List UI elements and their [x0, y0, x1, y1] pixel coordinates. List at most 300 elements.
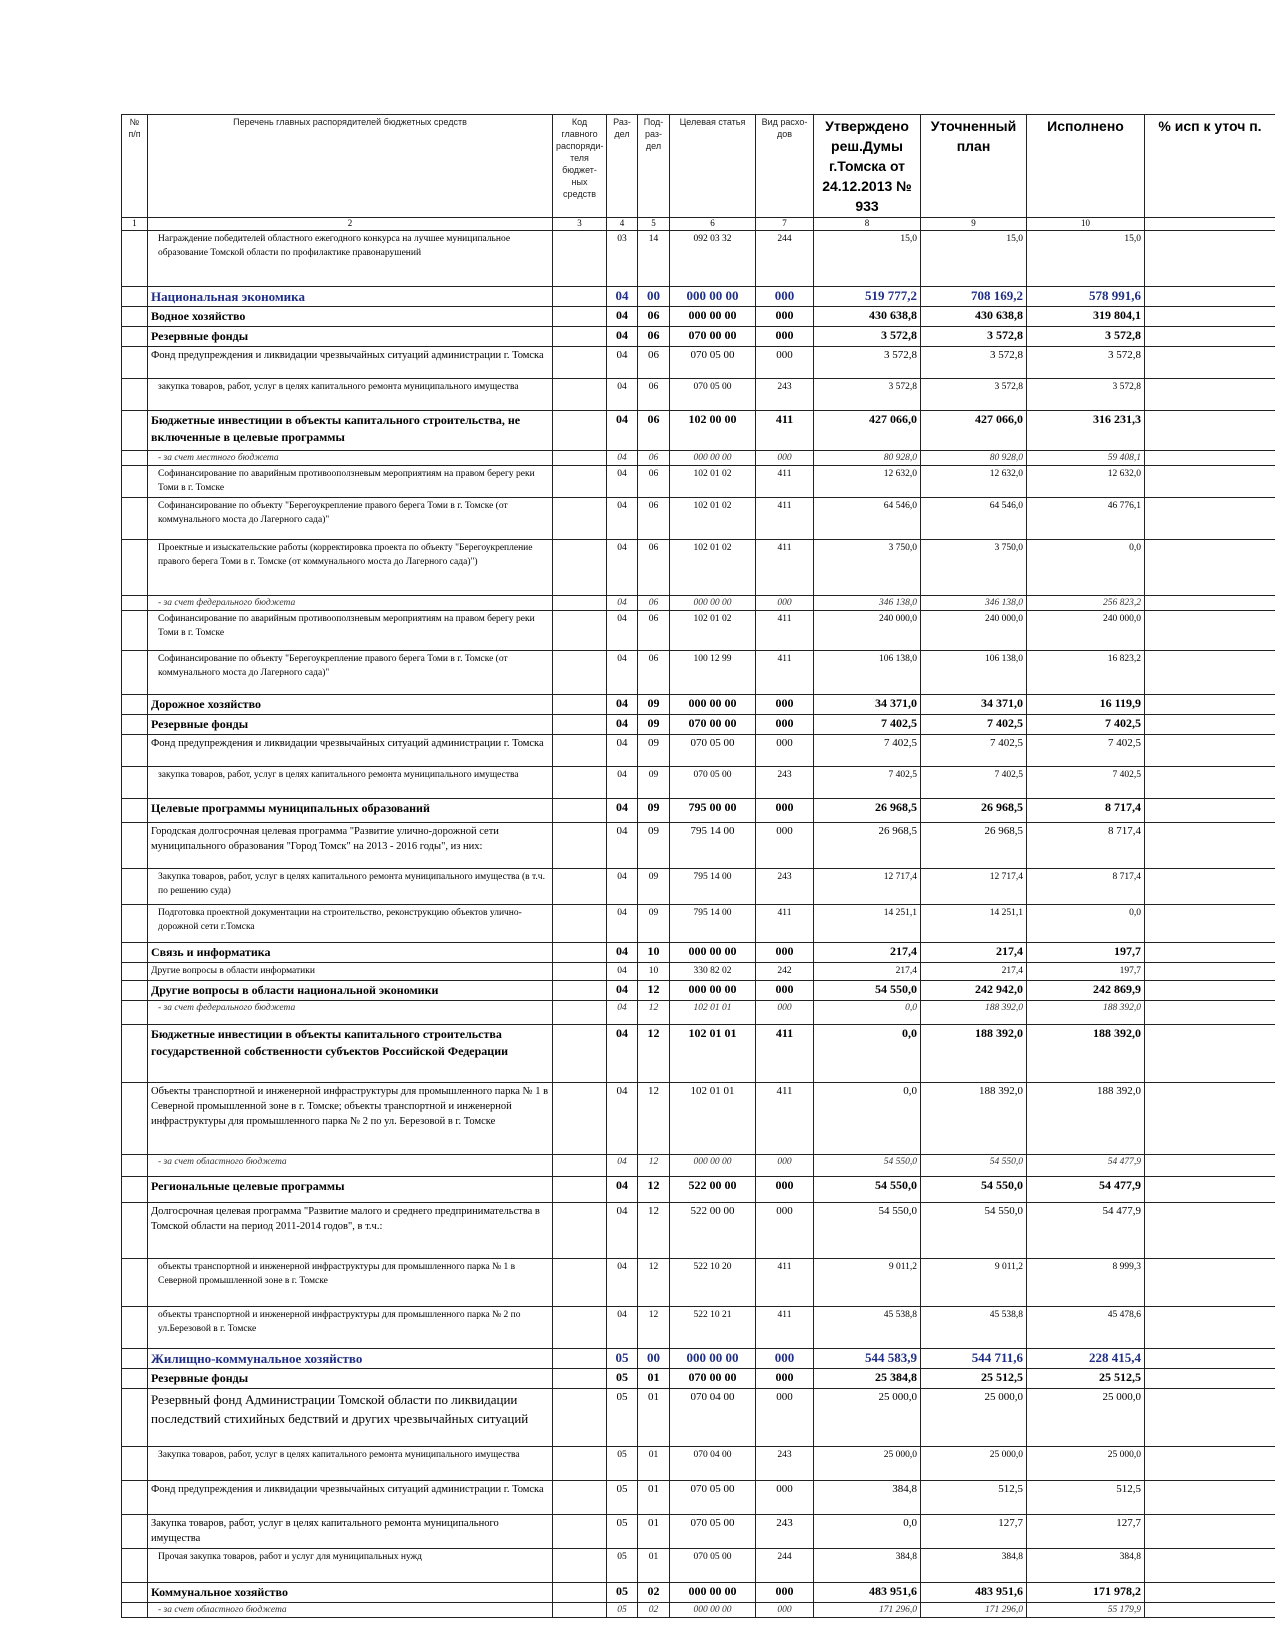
row-podrazdel: 09: [638, 905, 670, 943]
row-razdel: 05: [607, 1447, 638, 1481]
row-podrazdel: 10: [638, 963, 670, 981]
row-razdel: 04: [607, 715, 638, 735]
column-number-row: [122, 218, 1275, 231]
row-name: - за счет федерального бюджета: [148, 1001, 553, 1025]
row-name: объекты транспортной и инженерной инфраструктуры для промышленного парка № 1 в Северной промышленной зоне в г. Томске: [148, 1259, 553, 1307]
row-target: 522 10 21: [670, 1307, 756, 1349]
row-razdel: 04: [607, 596, 638, 611]
row-vid: 411: [756, 498, 814, 540]
table-row: [122, 1447, 1275, 1481]
table-row: [122, 1307, 1275, 1349]
col-number: 3: [553, 218, 607, 231]
row-razdel: 04: [607, 823, 638, 869]
row-podrazdel: 06: [638, 498, 670, 540]
row-refined: 7 402,5: [921, 715, 1027, 735]
row-vid: 244: [756, 231, 814, 287]
row-refined: 7 402,5: [921, 735, 1027, 767]
row-razdel: 05: [607, 1549, 638, 1583]
row-razdel: 04: [607, 1259, 638, 1307]
row-target: 000 00 00: [670, 981, 756, 1001]
row-name: Проектные и изыскательские работы (корректировка проекта по объекту "Берегоукрепление правого берега Томи в г. Томске (от коммунального моста до Лагерного сада)"): [148, 540, 553, 596]
table-row: [122, 1083, 1275, 1155]
row-podrazdel: 09: [638, 869, 670, 905]
row-target: 000 00 00: [670, 1603, 756, 1618]
row-podrazdel: 12: [638, 1259, 670, 1307]
row-podrazdel: 12: [638, 1025, 670, 1083]
row-approved: 3 572,8: [814, 379, 921, 411]
row-target: 070 00 00: [670, 1369, 756, 1389]
row-executed: 8 717,4: [1027, 823, 1145, 869]
row-name: Софинансирование по объекту "Берегоукрепление правого берега Томи в г. Томске (от коммунального моста до Лагерного сада)": [148, 651, 553, 695]
row-refined: 483 951,6: [921, 1583, 1027, 1603]
row-name: - за счет областного бюджета: [148, 1155, 553, 1177]
row-name: Резервные фонды: [148, 1369, 553, 1389]
row-vid: 411: [756, 1259, 814, 1307]
row-approved: 384,8: [814, 1481, 921, 1515]
row-target: 102 01 02: [670, 466, 756, 498]
row-razdel: 05: [607, 1481, 638, 1515]
row-approved: 26 968,5: [814, 799, 921, 823]
row-vid: 000: [756, 1389, 814, 1447]
row-vid: 000: [756, 1481, 814, 1515]
table-row: [122, 799, 1275, 823]
row-vid: 000: [756, 307, 814, 327]
col-number: 10: [1027, 218, 1145, 231]
row-executed: 8 717,4: [1027, 869, 1145, 905]
row-vid: 243: [756, 767, 814, 799]
row-approved: 7 402,5: [814, 715, 921, 735]
row-razdel: 04: [607, 1025, 638, 1083]
row-razdel: 04: [607, 379, 638, 411]
table-row: [122, 1001, 1275, 1025]
row-target: 092 03 32: [670, 231, 756, 287]
row-refined: 12 717,4: [921, 869, 1027, 905]
row-executed: 3 572,8: [1027, 347, 1145, 379]
row-refined: 127,7: [921, 1515, 1027, 1549]
row-razdel: 04: [607, 1307, 638, 1349]
row-target: 330 82 02: [670, 963, 756, 981]
row-refined: 427 066,0: [921, 411, 1027, 451]
row-approved: 7 402,5: [814, 767, 921, 799]
row-refined: 54 550,0: [921, 1177, 1027, 1203]
row-razdel: 03: [607, 231, 638, 287]
row-target: 000 00 00: [670, 451, 756, 466]
table-row: [122, 963, 1275, 981]
row-executed: 0,0: [1027, 540, 1145, 596]
table-row: [122, 981, 1275, 1001]
row-executed: 316 231,3: [1027, 411, 1145, 451]
table-row: [122, 287, 1275, 307]
row-approved: 384,8: [814, 1549, 921, 1583]
row-razdel: 04: [607, 735, 638, 767]
row-podrazdel: 01: [638, 1389, 670, 1447]
row-podrazdel: 01: [638, 1515, 670, 1549]
row-podrazdel: 12: [638, 1001, 670, 1025]
row-vid: 000: [756, 347, 814, 379]
table-row: [122, 1203, 1275, 1259]
budget-table: [121, 114, 1275, 1618]
row-name: Связь и информатика: [148, 943, 553, 963]
header-razdel: Раз-дел: [607, 115, 638, 218]
row-executed: 3 572,8: [1027, 327, 1145, 347]
row-razdel: 04: [607, 466, 638, 498]
row-podrazdel: 06: [638, 327, 670, 347]
row-executed: 16 119,9: [1027, 695, 1145, 715]
row-podrazdel: 02: [638, 1603, 670, 1618]
row-name: Целевые программы муниципальных образований: [148, 799, 553, 823]
table-row: [122, 379, 1275, 411]
row-executed: 8 999,3: [1027, 1259, 1145, 1307]
row-podrazdel: 06: [638, 451, 670, 466]
row-approved: 25 384,8: [814, 1369, 921, 1389]
col-number: 1: [122, 218, 148, 231]
row-razdel: 04: [607, 1083, 638, 1155]
table-row: [122, 611, 1275, 651]
row-refined: 242 942,0: [921, 981, 1027, 1001]
row-podrazdel: 06: [638, 611, 670, 651]
row-vid: 411: [756, 1025, 814, 1083]
table-row: [122, 307, 1275, 327]
row-podrazdel: 12: [638, 1203, 670, 1259]
col-number: 9: [921, 218, 1027, 231]
row-vid: 000: [756, 327, 814, 347]
row-target: 102 01 01: [670, 1001, 756, 1025]
row-approved: 217,4: [814, 963, 921, 981]
table-row: [122, 651, 1275, 695]
row-executed: 45 478,6: [1027, 1307, 1145, 1349]
row-podrazdel: 01: [638, 1549, 670, 1583]
row-target: 070 05 00: [670, 735, 756, 767]
row-refined: 188 392,0: [921, 1083, 1027, 1155]
row-executed: 188 392,0: [1027, 1001, 1145, 1025]
row-target: 070 04 00: [670, 1447, 756, 1481]
row-razdel: 04: [607, 1001, 638, 1025]
row-razdel: 04: [607, 498, 638, 540]
row-refined: 3 572,8: [921, 327, 1027, 347]
row-approved: 217,4: [814, 943, 921, 963]
table-row: [122, 327, 1275, 347]
row-executed: 54 477,9: [1027, 1177, 1145, 1203]
row-vid: 000: [756, 1203, 814, 1259]
row-name: Национальная экономика: [148, 287, 553, 307]
row-vid: 000: [756, 695, 814, 715]
row-podrazdel: 12: [638, 1177, 670, 1203]
row-executed: 197,7: [1027, 943, 1145, 963]
row-name: Прочая закупка товаров, работ и услуг для муниципальных нужд: [148, 1549, 553, 1583]
row-target: 000 00 00: [670, 1155, 756, 1177]
table-row: [122, 596, 1275, 611]
table-row: [122, 466, 1275, 498]
row-name: объекты транспортной и инженерной инфраструктуры для промышленного парка № 2 по ул.Березовой в г. Томске: [148, 1307, 553, 1349]
row-name: Бюджетные инвестиции в объекты капитального строительства, не включенные в целевые программы: [148, 411, 553, 451]
row-executed: 8 717,4: [1027, 799, 1145, 823]
row-podrazdel: 06: [638, 307, 670, 327]
row-approved: 0,0: [814, 1515, 921, 1549]
row-executed: 240 000,0: [1027, 611, 1145, 651]
row-vid: 243: [756, 379, 814, 411]
row-approved: 171 296,0: [814, 1603, 921, 1618]
row-razdel: 04: [607, 307, 638, 327]
table-row: [122, 715, 1275, 735]
row-target: 070 00 00: [670, 715, 756, 735]
row-target: 102 01 02: [670, 611, 756, 651]
row-vid: 411: [756, 1083, 814, 1155]
row-executed: 46 776,1: [1027, 498, 1145, 540]
row-refined: 54 550,0: [921, 1155, 1027, 1177]
row-podrazdel: 06: [638, 466, 670, 498]
col-number: 8: [814, 218, 921, 231]
row-vid: 000: [756, 823, 814, 869]
row-podrazdel: 06: [638, 411, 670, 451]
row-target: 070 05 00: [670, 1481, 756, 1515]
table-row: [122, 1025, 1275, 1083]
row-approved: 54 550,0: [814, 981, 921, 1001]
row-approved: 0,0: [814, 1001, 921, 1025]
row-podrazdel: 06: [638, 379, 670, 411]
row-executed: 578 991,6: [1027, 287, 1145, 307]
row-vid: 243: [756, 869, 814, 905]
row-target: 102 00 00: [670, 411, 756, 451]
row-razdel: 05: [607, 1515, 638, 1549]
row-razdel: 04: [607, 327, 638, 347]
row-executed: 171 978,2: [1027, 1583, 1145, 1603]
row-executed: 188 392,0: [1027, 1025, 1145, 1083]
row-refined: 544 711,6: [921, 1349, 1027, 1369]
row-approved: 54 550,0: [814, 1203, 921, 1259]
header-refined: Уточненный план: [921, 115, 1027, 218]
row-name: Закупка товаров, работ, услуг в целях капитального ремонта муниципального имущества: [148, 1515, 553, 1549]
row-refined: 3 750,0: [921, 540, 1027, 596]
row-refined: 12 632,0: [921, 466, 1027, 498]
row-razdel: 04: [607, 943, 638, 963]
table-row: [122, 1603, 1275, 1618]
row-target: 000 00 00: [670, 596, 756, 611]
row-approved: 544 583,9: [814, 1349, 921, 1369]
row-approved: 3 572,8: [814, 347, 921, 379]
row-name: Подготовка проектной документации на строительство, реконструкцию объектов улично-дорожной сети г.Томска: [148, 905, 553, 943]
row-vid: 411: [756, 905, 814, 943]
row-target: 795 14 00: [670, 823, 756, 869]
table-row: [122, 411, 1275, 451]
row-podrazdel: 12: [638, 1307, 670, 1349]
row-approved: 3 572,8: [814, 327, 921, 347]
row-refined: 512,5: [921, 1481, 1027, 1515]
row-vid: 000: [756, 1583, 814, 1603]
row-refined: 106 138,0: [921, 651, 1027, 695]
row-executed: 256 823,2: [1027, 596, 1145, 611]
row-executed: 55 179,9: [1027, 1603, 1145, 1618]
row-approved: 34 371,0: [814, 695, 921, 715]
row-razdel: 04: [607, 981, 638, 1001]
row-name: Городская долгосрочная целевая программа "Развитие улично-дорожной сети муниципального образования "Город Томск" на 2013 - 2016 годы", из них:: [148, 823, 553, 869]
header-num: № п/п: [122, 115, 148, 218]
col-number: 2: [148, 218, 553, 231]
row-vid: 000: [756, 715, 814, 735]
row-executed: 0,0: [1027, 905, 1145, 943]
row-vid: 000: [756, 1001, 814, 1025]
row-refined: 188 392,0: [921, 1025, 1027, 1083]
row-podrazdel: 06: [638, 651, 670, 695]
row-refined: 45 538,8: [921, 1307, 1027, 1349]
row-refined: 188 392,0: [921, 1001, 1027, 1025]
row-name: Фонд предупреждения и ликвидации чрезвычайных ситуаций администрации г. Томска: [148, 1481, 553, 1515]
row-target: 102 01 02: [670, 540, 756, 596]
row-approved: 430 638,8: [814, 307, 921, 327]
row-vid: 000: [756, 1369, 814, 1389]
row-vid: 243: [756, 1515, 814, 1549]
row-target: 070 05 00: [670, 347, 756, 379]
table-row: [122, 1583, 1275, 1603]
row-razdel: 04: [607, 1177, 638, 1203]
table-row: [122, 540, 1275, 596]
row-name: закупка товаров, работ, услуг в целях капитального ремонта муниципального имущества: [148, 767, 553, 799]
row-target: 795 00 00: [670, 799, 756, 823]
row-podrazdel: 09: [638, 767, 670, 799]
row-name: Резервные фонды: [148, 715, 553, 735]
row-podrazdel: 01: [638, 1481, 670, 1515]
row-podrazdel: 02: [638, 1583, 670, 1603]
row-razdel: 04: [607, 767, 638, 799]
row-name: Награждение победителей областного ежегодного конкурса на лучшее муниципальное образование Томской области по профилактике правонарушений: [148, 231, 553, 287]
row-approved: 240 000,0: [814, 611, 921, 651]
row-executed: 319 804,1: [1027, 307, 1145, 327]
row-name: Софинансирование по аварийным противооползневым мероприятиям на правом берегу реки Томи в г. Томске: [148, 466, 553, 498]
row-name: Другие вопросы в области информатики: [148, 963, 553, 981]
row-refined: 15,0: [921, 231, 1027, 287]
row-podrazdel: 01: [638, 1447, 670, 1481]
row-razdel: 04: [607, 869, 638, 905]
row-executed: 242 869,9: [1027, 981, 1145, 1001]
row-executed: 16 823,2: [1027, 651, 1145, 695]
row-vid: 000: [756, 451, 814, 466]
table-row: [122, 943, 1275, 963]
row-target: 070 04 00: [670, 1389, 756, 1447]
row-target: 070 00 00: [670, 327, 756, 347]
row-razdel: 05: [607, 1349, 638, 1369]
row-executed: 12 632,0: [1027, 466, 1145, 498]
row-razdel: 05: [607, 1389, 638, 1447]
row-refined: 3 572,8: [921, 379, 1027, 411]
row-approved: 54 550,0: [814, 1177, 921, 1203]
row-refined: 384,8: [921, 1549, 1027, 1583]
row-vid: 411: [756, 411, 814, 451]
header-name: Перечень главных распорядителей бюджетных средств: [148, 115, 553, 218]
row-executed: 25 000,0: [1027, 1389, 1145, 1447]
row-approved: 45 538,8: [814, 1307, 921, 1349]
row-target: 522 10 20: [670, 1259, 756, 1307]
row-refined: 25 512,5: [921, 1369, 1027, 1389]
row-refined: 80 928,0: [921, 451, 1027, 466]
row-executed: 188 392,0: [1027, 1083, 1145, 1155]
row-approved: 15,0: [814, 231, 921, 287]
row-executed: 25 512,5: [1027, 1369, 1145, 1389]
row-approved: 3 750,0: [814, 540, 921, 596]
row-vid: 000: [756, 1349, 814, 1369]
row-executed: 228 415,4: [1027, 1349, 1145, 1369]
row-razdel: 04: [607, 799, 638, 823]
row-razdel: 04: [607, 963, 638, 981]
row-razdel: 04: [607, 347, 638, 379]
row-approved: 483 951,6: [814, 1583, 921, 1603]
table-row: [122, 231, 1275, 287]
row-target: 070 05 00: [670, 767, 756, 799]
table-row: [122, 767, 1275, 799]
header-podrazdel: Под-раз-дел: [638, 115, 670, 218]
table-row: [122, 1259, 1275, 1307]
row-target: 522 00 00: [670, 1177, 756, 1203]
row-target: 102 01 01: [670, 1083, 756, 1155]
table-row: [122, 498, 1275, 540]
row-approved: 346 138,0: [814, 596, 921, 611]
row-refined: 3 572,8: [921, 347, 1027, 379]
row-refined: 9 011,2: [921, 1259, 1027, 1307]
row-target: 000 00 00: [670, 307, 756, 327]
row-name: Резервные фонды: [148, 327, 553, 347]
row-razdel: 04: [607, 287, 638, 307]
table-row: [122, 1155, 1275, 1177]
row-executed: 7 402,5: [1027, 735, 1145, 767]
col-number: 6: [670, 218, 756, 231]
row-target: 100 12 99: [670, 651, 756, 695]
row-name: Фонд предупреждения и ликвидации чрезвычайных ситуаций администрации г. Томска: [148, 347, 553, 379]
header-executed: Исполнено: [1027, 115, 1145, 218]
row-name: Софинансирование по объекту "Берегоукрепление правого берега Томи в г. Томске (от коммунального моста до Лагерного сада)": [148, 498, 553, 540]
row-approved: 64 546,0: [814, 498, 921, 540]
row-podrazdel: 12: [638, 1083, 670, 1155]
row-name: Коммунальное хозяйство: [148, 1583, 553, 1603]
row-approved: 0,0: [814, 1025, 921, 1083]
row-podrazdel: 00: [638, 287, 670, 307]
row-approved: 0,0: [814, 1083, 921, 1155]
row-approved: 9 011,2: [814, 1259, 921, 1307]
row-approved: 25 000,0: [814, 1389, 921, 1447]
table-row: [122, 1177, 1275, 1203]
row-razdel: 04: [607, 611, 638, 651]
row-approved: 54 550,0: [814, 1155, 921, 1177]
row-vid: 000: [756, 1603, 814, 1618]
row-target: 000 00 00: [670, 1583, 756, 1603]
row-approved: 26 968,5: [814, 823, 921, 869]
row-razdel: 04: [607, 651, 638, 695]
row-refined: 25 000,0: [921, 1447, 1027, 1481]
table-row: [122, 735, 1275, 767]
row-executed: 197,7: [1027, 963, 1145, 981]
table-row: [122, 1549, 1275, 1583]
row-vid: 411: [756, 611, 814, 651]
row-name: Региональные целевые программы: [148, 1177, 553, 1203]
row-podrazdel: 14: [638, 231, 670, 287]
row-podrazdel: 01: [638, 1369, 670, 1389]
row-refined: 26 968,5: [921, 799, 1027, 823]
row-razdel: 04: [607, 1203, 638, 1259]
row-name: Жилищно-коммунальное хозяйство: [148, 1349, 553, 1369]
row-podrazdel: 09: [638, 735, 670, 767]
row-vid: 000: [756, 943, 814, 963]
row-refined: 64 546,0: [921, 498, 1027, 540]
table-row: [122, 869, 1275, 905]
row-name: Закупка товаров, работ, услуг в целях капитального ремонта муниципального имущества: [148, 1447, 553, 1481]
row-name: Водное хозяйство: [148, 307, 553, 327]
col-number: 5: [638, 218, 670, 231]
row-refined: 25 000,0: [921, 1389, 1027, 1447]
row-executed: 25 000,0: [1027, 1447, 1145, 1481]
row-refined: 217,4: [921, 943, 1027, 963]
row-refined: 346 138,0: [921, 596, 1027, 611]
row-executed: 54 477,9: [1027, 1203, 1145, 1259]
row-target: 070 05 00: [670, 1515, 756, 1549]
row-refined: 430 638,8: [921, 307, 1027, 327]
row-executed: 59 408,1: [1027, 451, 1145, 466]
